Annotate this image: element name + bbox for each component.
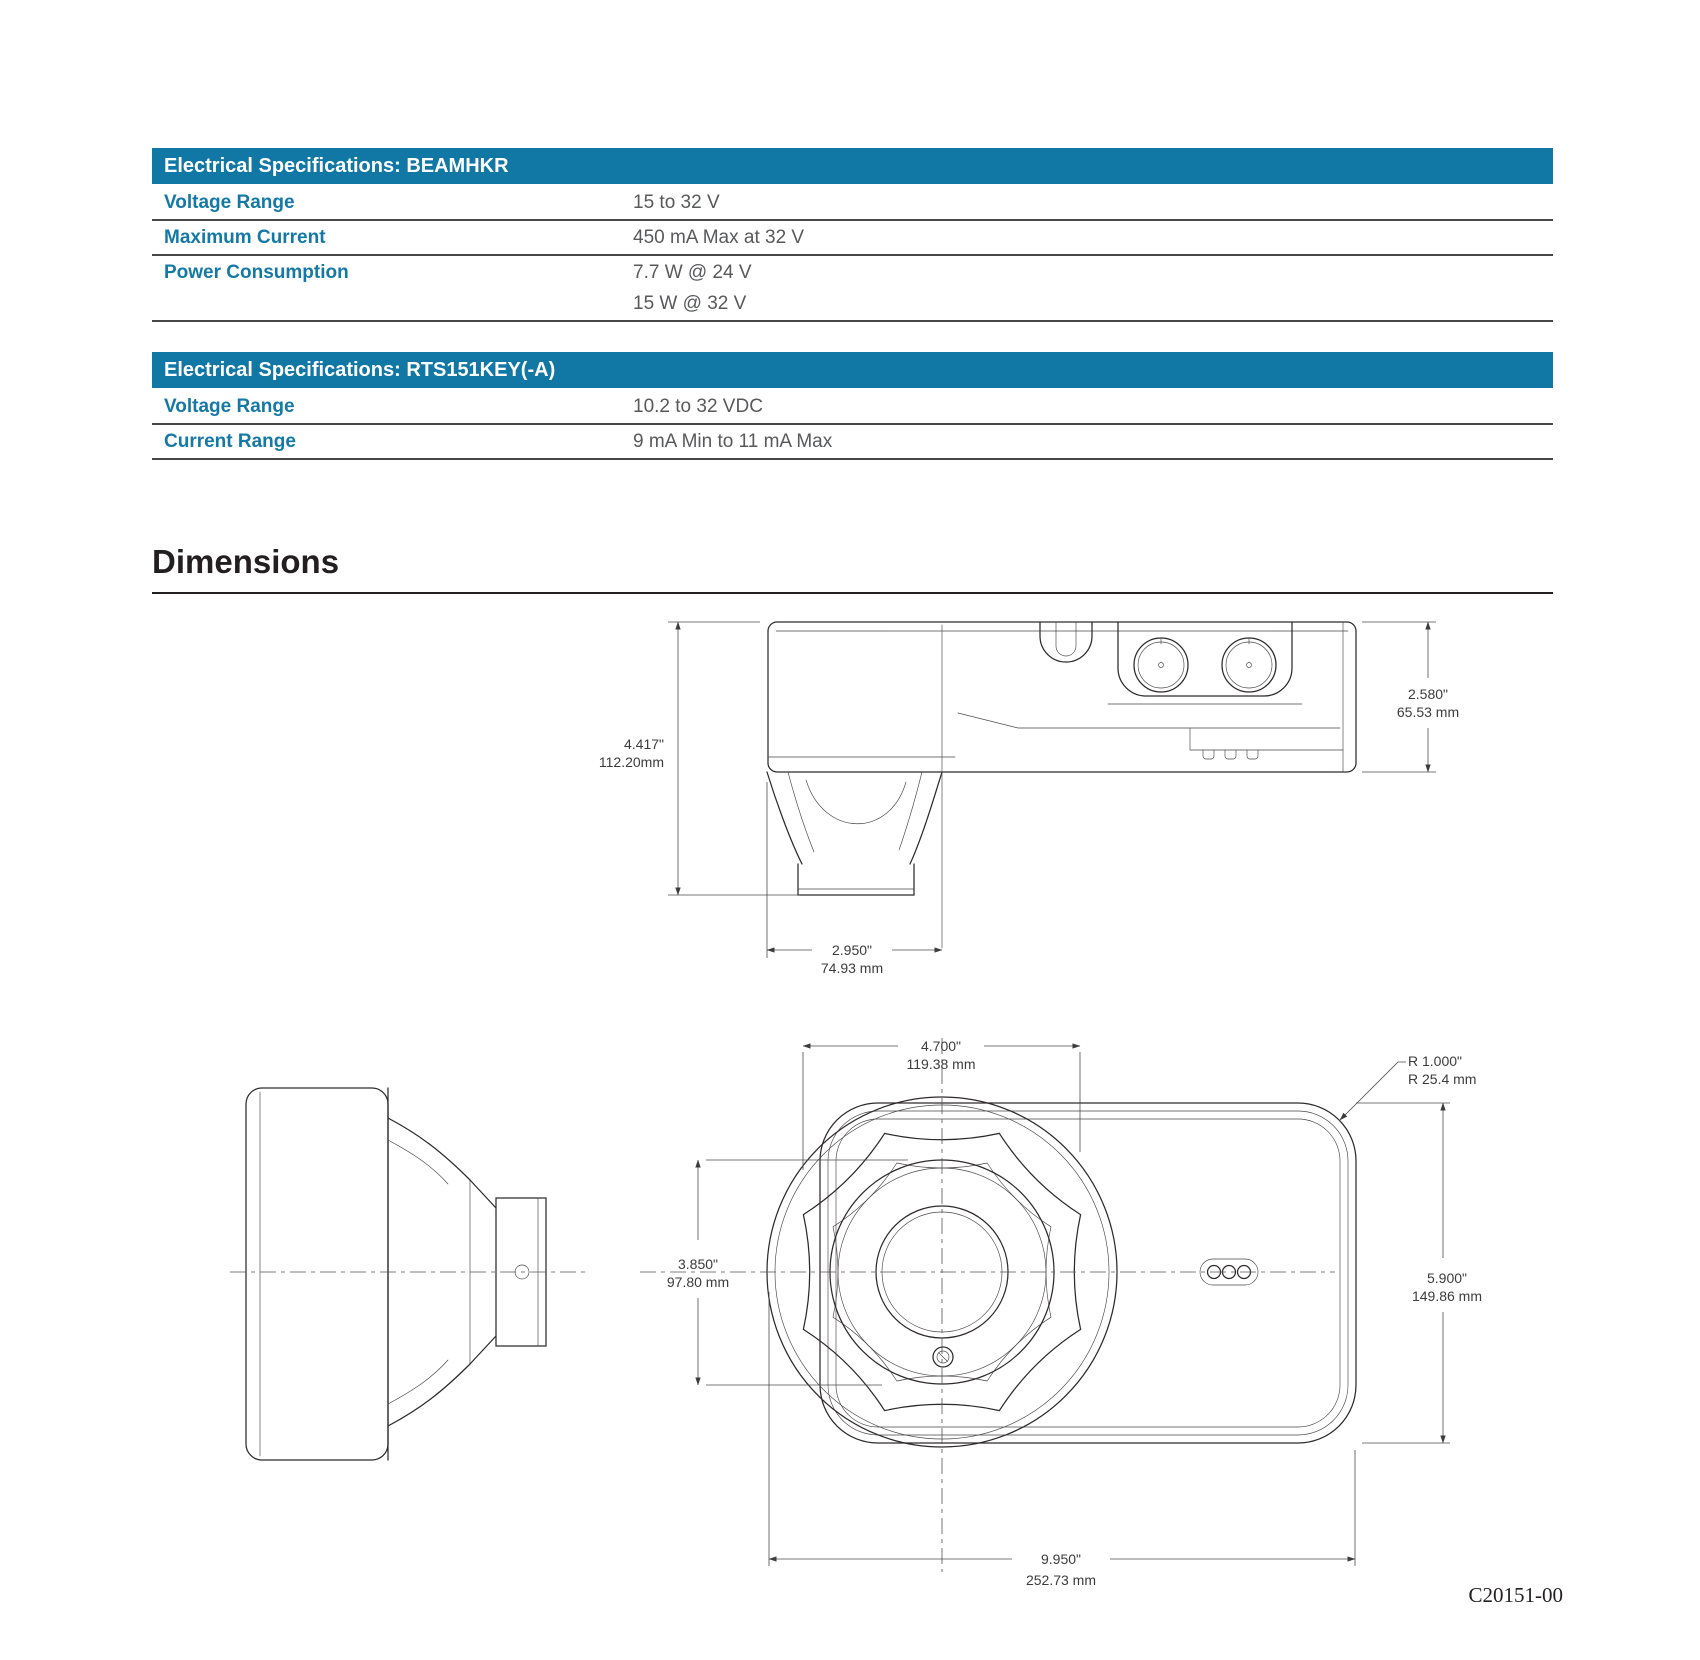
dim-body-height-mm: 65.53 mm [1396, 704, 1460, 720]
dim-corner-radius-mm: R 25.4 mm [1408, 1071, 1477, 1087]
profile-view-drawing [230, 1088, 588, 1460]
row-value: 10.2 to 32 VDC [633, 396, 763, 417]
dim-dome-width-in: 2.950" [831, 942, 873, 958]
row-label: Voltage Range [164, 192, 295, 213]
dim-dome-width-mm: 74.93 mm [820, 960, 884, 976]
row-value: 450 mA Max at 32 V [633, 227, 805, 248]
table-header-bar: Electrical Specifications: BEAMHKR [152, 148, 1553, 184]
dim-lens-dia-in: 3.850" [677, 1256, 719, 1272]
front-view-body [820, 1103, 1356, 1443]
front-view-dimensions [667, 1038, 1482, 1588]
dim-lens-offset-in: 4.700" [920, 1038, 962, 1054]
row-value: 15 to 32 V [633, 192, 720, 213]
dim-side-height-in: 4.417" [623, 736, 664, 752]
row-label: Current Range [164, 431, 296, 452]
knob-panel [1118, 622, 1292, 696]
row-label: Voltage Range [164, 396, 295, 417]
row-value-line2: 15 W @ 32 V [633, 293, 747, 314]
adjustment-knob-icon [1222, 638, 1276, 692]
side-view-body [767, 622, 1356, 948]
row-label: Power Consumption [164, 262, 349, 283]
dim-body-height-in: 5.900" [1426, 1270, 1468, 1286]
section-heading-dimensions: Dimensions [152, 543, 340, 580]
side-view-drawing [599, 622, 1459, 976]
dim-side-height-mm: 112.20mm [598, 754, 664, 770]
dim-overall-width-mm: 252.73 mm [1025, 1572, 1097, 1588]
locking-screw [933, 1347, 953, 1367]
dim-body-height-in: 2.580" [1407, 686, 1449, 702]
lens-dome [767, 772, 942, 895]
table-header-bar: Electrical Specifications: RTS151KEY(-A) [152, 352, 1553, 388]
dim-lens-dia-mm: 97.80 mm [666, 1274, 730, 1290]
front-view-drawing [640, 1038, 1482, 1588]
dim-overall-width-in: 9.950" [1040, 1551, 1082, 1567]
row-value: 9 mA Min to 11 mA Max [633, 431, 833, 452]
dim-corner-radius-in: R 1.000" [1408, 1053, 1463, 1069]
connector-tabs [1203, 750, 1258, 759]
side-view-dimensions [599, 622, 1459, 976]
row-value-line1: 7.7 W @ 24 V [633, 262, 752, 283]
adjustment-knob-icon [1134, 638, 1188, 692]
row-label: Maximum Current [164, 227, 326, 248]
dim-body-height-mm: 149.86 mm [1411, 1288, 1483, 1304]
dim-lens-offset-mm: 119.38 mm [906, 1056, 976, 1072]
document-code: C20151-00 [1468, 1583, 1563, 1607]
bell-housing [246, 1088, 388, 1460]
